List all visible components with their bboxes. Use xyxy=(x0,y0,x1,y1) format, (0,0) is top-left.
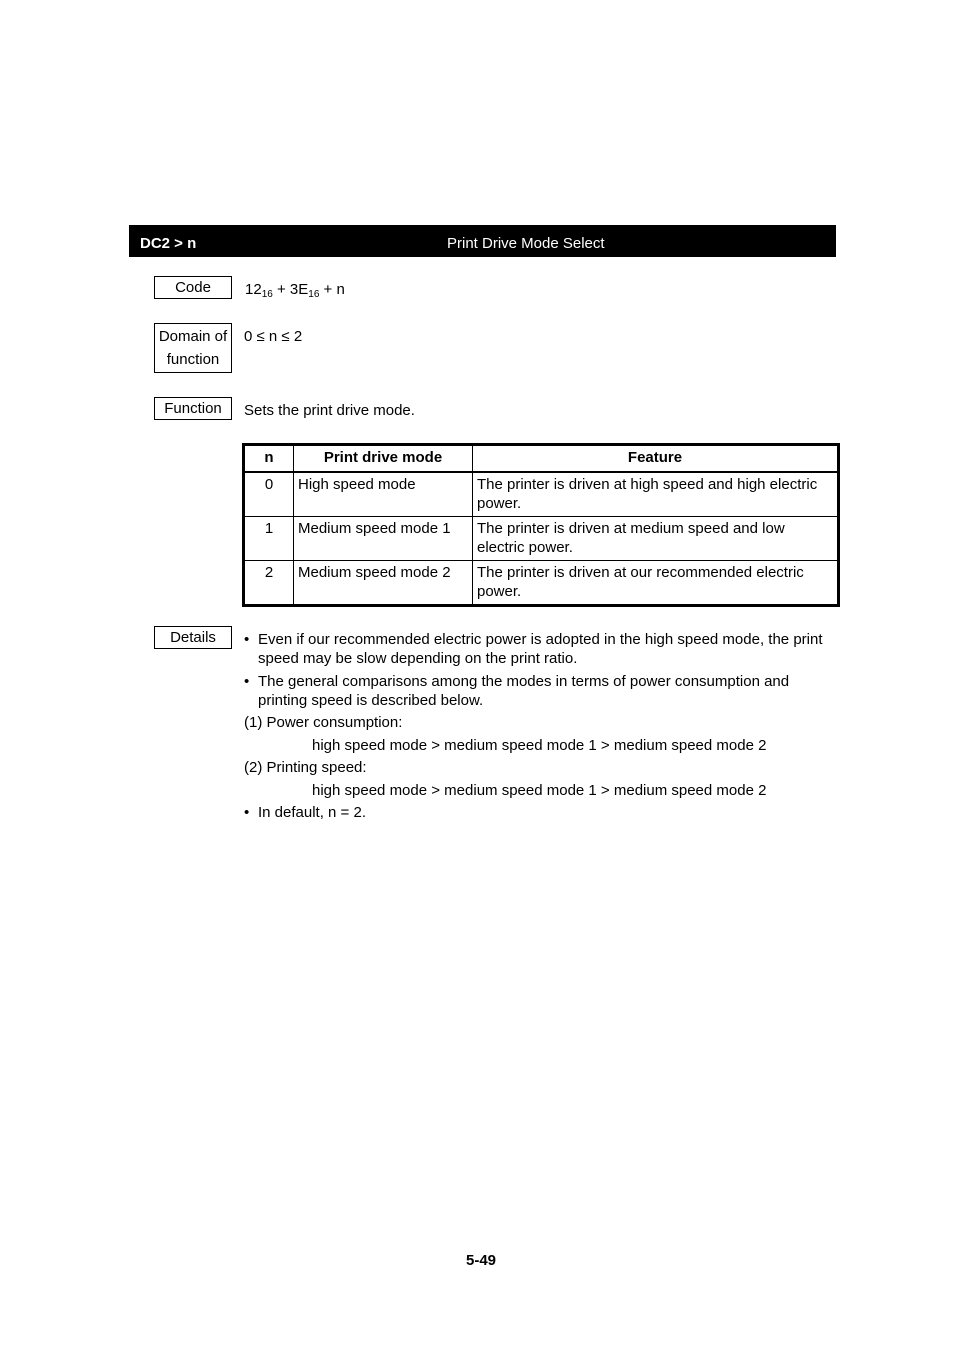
domain-label-line: function xyxy=(166,351,220,368)
function-label: Function xyxy=(154,397,232,420)
details-bullet xyxy=(244,803,844,822)
comparison-label-speed: (2) Printing speed: xyxy=(244,759,367,776)
bullet-icon: • xyxy=(244,673,250,690)
comparison-label-power: (1) Power consumption: xyxy=(244,714,403,731)
table-cell-feature: The printer is driven at our recommended electric power. xyxy=(473,561,839,606)
table-cell-mode: Medium speed mode 2 xyxy=(294,561,473,606)
section-header-bar xyxy=(129,225,836,257)
details-bullet xyxy=(244,630,834,668)
code-value xyxy=(245,280,345,299)
table-row xyxy=(244,472,839,517)
function-text: Sets the print drive mode. xyxy=(244,402,415,419)
bullet-icon: • xyxy=(244,804,250,821)
bullet-text: The general comparisons among the modes in terms of power consumption and printing speed is described below. xyxy=(258,673,790,709)
code-subscript: 16 xyxy=(261,289,273,300)
table-header-cell: Feature xyxy=(473,445,839,473)
details-bullet xyxy=(244,672,834,710)
table-cell-mode: Medium speed mode 1 xyxy=(294,517,473,561)
code-part: + n xyxy=(319,281,345,298)
comparison-value-power: high speed mode > medium speed mode 1 > medium speed mode 2 xyxy=(312,737,767,754)
table-header-row xyxy=(244,445,839,473)
print-drive-mode-table xyxy=(242,443,840,607)
table-cell-feature: The printer is driven at high speed and high electric power. xyxy=(473,472,839,517)
code-part: + 3E xyxy=(272,281,309,298)
table-cell-n: 1 xyxy=(244,517,294,561)
code-label: Code xyxy=(154,276,232,299)
table-cell-n: 2 xyxy=(244,561,294,606)
table-cell-n: 0 xyxy=(244,472,294,517)
command-name: DC2 > n xyxy=(140,235,197,252)
table-cell-feature: The printer is driven at medium speed and low electric power. xyxy=(473,517,839,561)
comparison-value-speed: high speed mode > medium speed mode 1 > medium speed mode 2 xyxy=(312,782,767,799)
code-part: 12 xyxy=(245,281,262,298)
code-subscript: 16 xyxy=(308,289,320,300)
table-header-cell: Print drive mode xyxy=(294,445,473,473)
bullet-text: In default, n = 2. xyxy=(258,804,366,821)
domain-value: 0 ≤ n ≤ 2 xyxy=(244,328,303,345)
section-title: Print Drive Mode Select xyxy=(447,235,605,252)
bullet-icon: • xyxy=(244,631,250,648)
page-number: 5-49 xyxy=(466,1252,497,1269)
table-header-cell: n xyxy=(244,445,294,473)
details-label: Details xyxy=(154,626,232,649)
table-row xyxy=(244,561,839,606)
table-cell-mode: High speed mode xyxy=(294,472,473,517)
domain-label-line: Domain of xyxy=(158,328,228,345)
domain-label xyxy=(154,323,232,373)
bullet-text: Even if our recommended electric power is adopted in the high speed mode, the print speed may be slow depending on the print ratio. xyxy=(258,631,823,667)
table-row xyxy=(244,517,839,561)
